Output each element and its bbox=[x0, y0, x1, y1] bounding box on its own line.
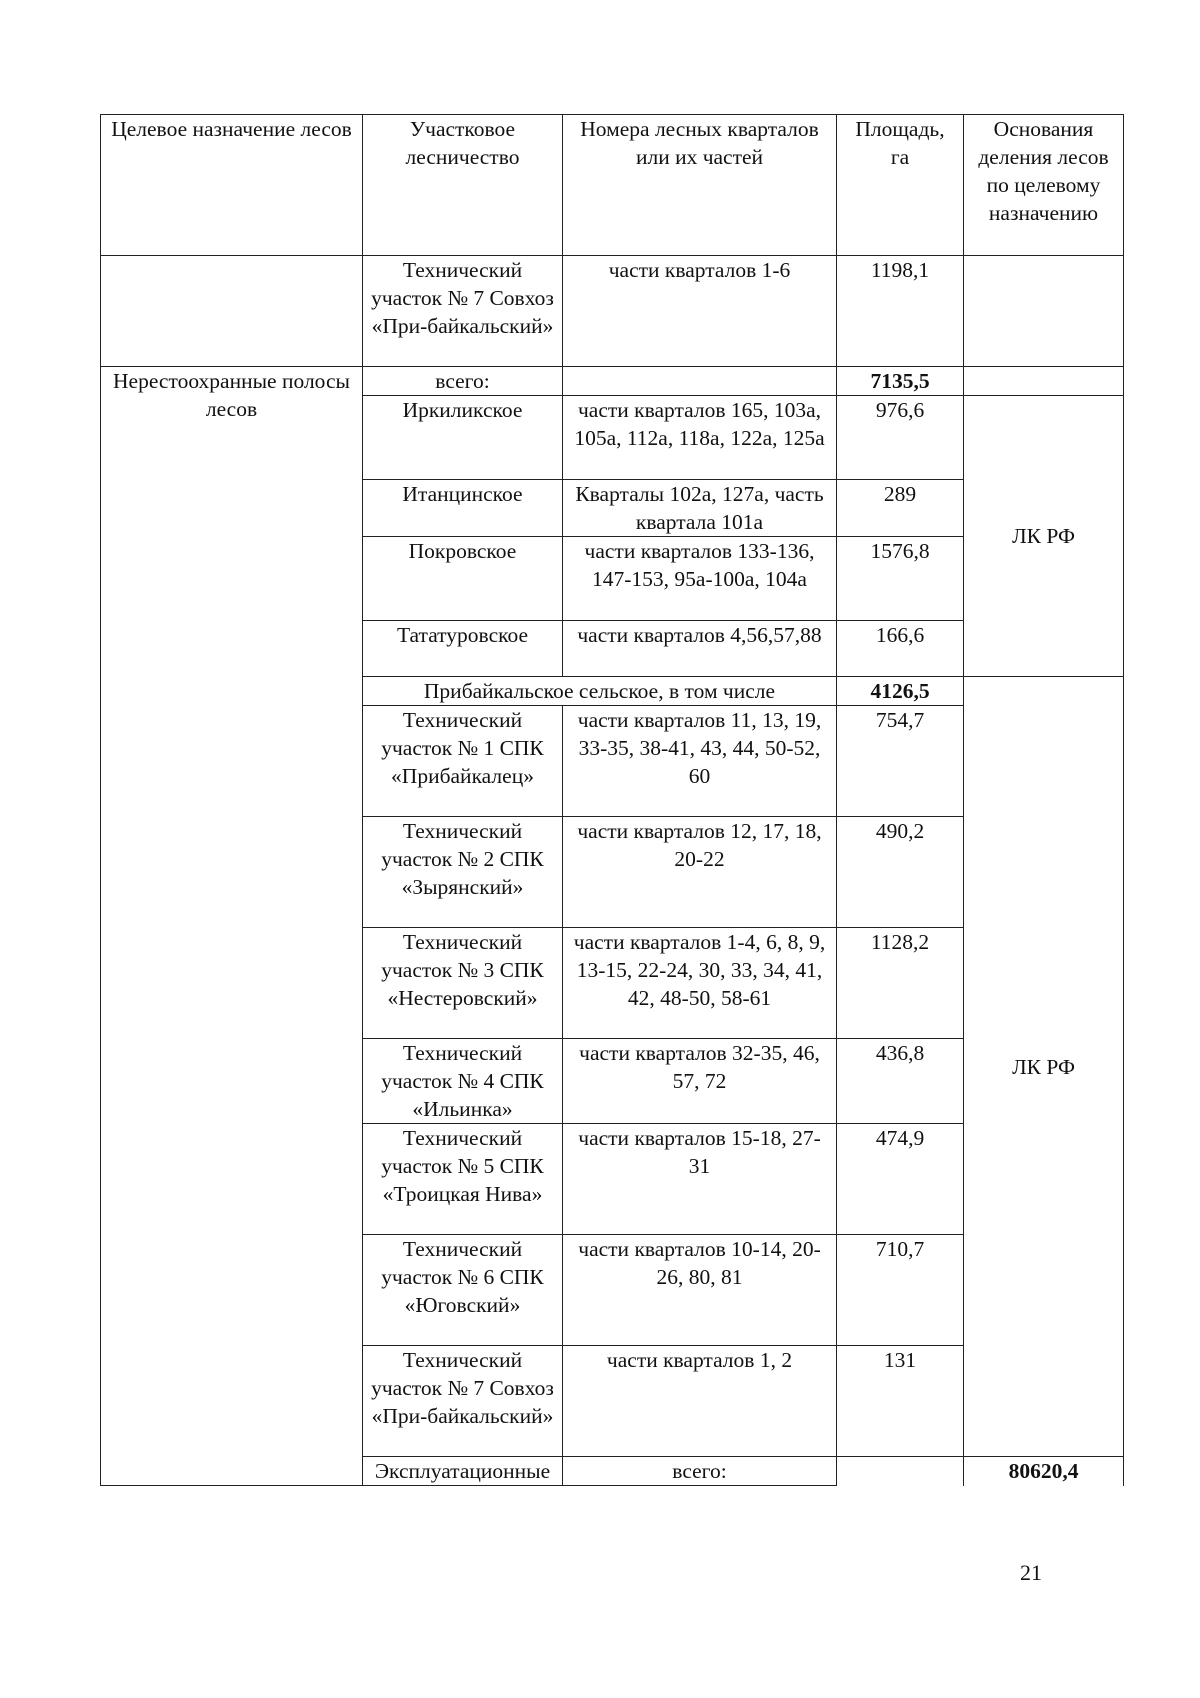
basis-cell: ЛК РФ bbox=[964, 396, 1124, 677]
district-cell: Технический участок № 7 Совхоз «При-байкальский» bbox=[363, 256, 563, 367]
area-total-cell: 7135,5 bbox=[837, 367, 964, 396]
header-area: Площадь, га bbox=[837, 115, 964, 256]
area-cell: 976,6 bbox=[837, 396, 964, 480]
area-cell: 754,7 bbox=[837, 706, 964, 817]
table-header-row bbox=[101, 115, 1124, 256]
quarters-cell: части кварталов 32-35, 46, 57, 72 bbox=[563, 1039, 837, 1124]
district-cell: Технический участок № 1 СПК «Прибайкалец» bbox=[363, 706, 563, 817]
district-cell: Технический участок № 6 СПК «Юговский» bbox=[363, 1235, 563, 1346]
district-cell: Технический участок № 5 СПК «Троицкая Нива» bbox=[363, 1124, 563, 1235]
header-basis: Основания деления лесов по целевому назначению bbox=[964, 115, 1124, 256]
table-row bbox=[101, 367, 1124, 396]
district-cell: Иркиликское bbox=[363, 396, 563, 480]
quarters-cell: части кварталов 15-18, 27-31 bbox=[563, 1124, 837, 1235]
page-number: 21 bbox=[1020, 1560, 1042, 1585]
area-cell: 1198,1 bbox=[837, 256, 964, 367]
area-cell: 166,6 bbox=[837, 621, 964, 677]
district-cell: всего: bbox=[563, 1457, 837, 1486]
quarters-cell-empty bbox=[837, 1457, 964, 1486]
quarters-cell-empty bbox=[563, 367, 837, 396]
district-cell: Технический участок № 2 СПК «Зырянский» bbox=[363, 817, 563, 928]
basis-cell-empty bbox=[964, 367, 1124, 396]
basis-cell-empty bbox=[964, 256, 1124, 367]
purpose-cell: Нерестоохранные полосы лесов bbox=[101, 367, 363, 1486]
purpose-cell-empty bbox=[101, 256, 363, 367]
quarters-cell: части кварталов 12, 17, 18, 20-22 bbox=[563, 817, 837, 928]
district-cell: Покровское bbox=[363, 537, 563, 621]
header-quarters: Номера лесных кварталов или их частей bbox=[563, 115, 837, 256]
quarters-cell: Кварталы 102а, 127а, часть квартала 101а bbox=[563, 480, 837, 537]
header-district: Участковое лесничество bbox=[363, 115, 563, 256]
quarters-cell: части кварталов 1, 2 bbox=[563, 1346, 837, 1457]
area-cell: 1576,8 bbox=[837, 537, 964, 621]
basis-cell: ЛК РФ bbox=[964, 677, 1124, 1457]
area-cell: 710,7 bbox=[837, 1235, 964, 1346]
area-cell: 131 bbox=[837, 1346, 964, 1457]
quarters-cell: части кварталов 1-6 bbox=[563, 256, 837, 367]
district-cell: Технический участок № 4 СПК «Ильинка» bbox=[363, 1039, 563, 1124]
quarters-cell: части кварталов 10-14, 20-26, 80, 81 bbox=[563, 1235, 837, 1346]
area-cell: 1128,2 bbox=[837, 928, 964, 1039]
quarters-cell: части кварталов 165, 103а, 105а, 112а, 118а, 122а, 125а bbox=[563, 396, 837, 480]
purpose-cell: Эксплуатационные bbox=[363, 1457, 563, 1486]
table-row bbox=[101, 256, 1124, 367]
forest-purpose-table bbox=[100, 114, 1124, 1486]
district-cell: Итанцинское bbox=[363, 480, 563, 537]
area-cell: 490,2 bbox=[837, 817, 964, 928]
header-purpose: Целевое назначение лесов bbox=[101, 115, 363, 256]
quarters-cell: части кварталов 133-136, 147-153, 95а-100а, 104а bbox=[563, 537, 837, 621]
district-cell: Технический участок № 3 СПК «Нестеровский» bbox=[363, 928, 563, 1039]
area-total-cell: 80620,4 bbox=[964, 1457, 1124, 1486]
quarters-cell: части кварталов 11, 13, 19, 33-35, 38-41, 43, 44, 50-52, 60 bbox=[563, 706, 837, 817]
district-cell: Технический участок № 7 Совхоз «При-байкальский» bbox=[363, 1346, 563, 1457]
quarters-cell: части кварталов 4,56,57,88 bbox=[563, 621, 837, 677]
quarters-cell: части кварталов 1-4, 6, 8, 9, 13-15, 22-24, 30, 33, 34, 41, 42, 48-50, 58-61 bbox=[563, 928, 837, 1039]
district-cell: Тататуровское bbox=[363, 621, 563, 677]
district-cell: всего: bbox=[363, 367, 563, 396]
area-subtotal-cell: 4126,5 bbox=[837, 677, 964, 706]
area-cell: 474,9 bbox=[837, 1124, 964, 1235]
area-cell: 289 bbox=[837, 480, 964, 537]
area-cell: 436,8 bbox=[837, 1039, 964, 1124]
subtotal-label-cell: Прибайкальское сельское, в том числе bbox=[363, 677, 837, 706]
